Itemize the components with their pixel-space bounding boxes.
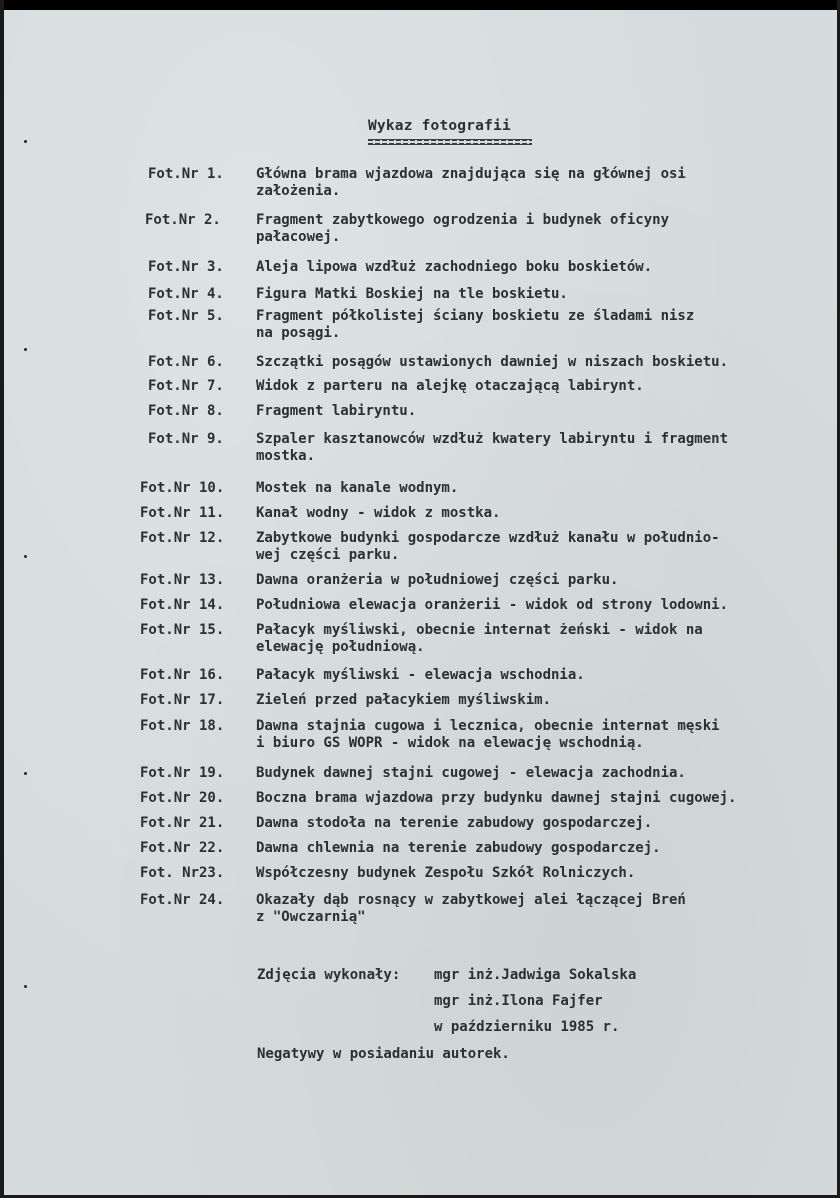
photo-number: Fot.Nr 9. bbox=[148, 431, 224, 447]
scan-edge-left bbox=[0, 0, 4, 1198]
description-line: Boczna brama wjazdowa przy budynku dawnej stajni cugowej. bbox=[256, 790, 737, 806]
photo-number: Fot. Nr23. bbox=[140, 865, 225, 881]
photo-number: Fot.Nr 14. bbox=[140, 597, 225, 613]
photo-description bbox=[256, 892, 686, 926]
description-line: Pałacyk myśliwski - elewacja wschodnia. bbox=[256, 667, 585, 683]
credits-author-1: mgr inż.Jadwiga Sokalska bbox=[434, 967, 637, 983]
credits-photos-label: Zdjęcia wykonały: bbox=[257, 967, 401, 983]
credits-negatives-note: Negatywy w posiadaniu autorek. bbox=[257, 1046, 510, 1062]
photo-description bbox=[256, 622, 703, 656]
scan-edge-top bbox=[0, 0, 840, 10]
photo-number: Fot.Nr 17. bbox=[140, 692, 225, 708]
description-line: Fragment zabytkowego ogrodzenia i budynek oficyny bbox=[256, 212, 670, 228]
photo-number: Fot.Nr 20. bbox=[140, 790, 225, 806]
photo-number: Fot.Nr 2. bbox=[145, 212, 221, 228]
photo-description bbox=[256, 403, 416, 420]
description-line: założenia. bbox=[256, 183, 341, 199]
photo-number: Fot.Nr 12. bbox=[140, 530, 225, 546]
punch-hole-mark bbox=[24, 348, 27, 351]
description-line: z "Owczarnią" bbox=[256, 909, 366, 925]
photo-number: Fot.Nr 1. bbox=[148, 166, 224, 182]
photo-description bbox=[256, 597, 728, 614]
description-line: Szpaler kasztanowców wzdłuż kwatery labiryntu i fragment bbox=[256, 431, 729, 447]
photo-description bbox=[256, 718, 720, 752]
description-line: Zieleń przed pałacykiem myśliwskim. bbox=[256, 692, 552, 708]
photo-number: Fot.Nr 6. bbox=[148, 354, 224, 370]
description-line: elewację południową. bbox=[256, 639, 425, 655]
photo-description bbox=[256, 378, 644, 395]
photo-description bbox=[256, 692, 551, 709]
photo-number: Fot.Nr 8. bbox=[148, 403, 224, 419]
description-line: Zabytkowe budynki gospodarcze wzdłuż kanału w południo- bbox=[256, 530, 720, 546]
photo-description bbox=[256, 354, 728, 371]
photo-number: Fot.Nr 13. bbox=[140, 572, 225, 588]
photo-number: Fot.Nr 18. bbox=[140, 718, 225, 734]
description-line: Aleja lipowa wzdłuż zachodniego boku boskietów. bbox=[256, 259, 653, 275]
photo-description bbox=[256, 840, 661, 857]
description-line: wej części parku. bbox=[256, 547, 400, 563]
punch-hole-mark bbox=[24, 772, 27, 775]
description-line: Dawna stodoła na terenie zabudowy gospodarczej. bbox=[256, 815, 653, 831]
photo-description bbox=[256, 286, 568, 303]
photo-number: Fot.Nr 10. bbox=[140, 480, 225, 496]
photo-description bbox=[256, 765, 686, 782]
punch-hole-mark bbox=[24, 140, 27, 143]
photo-description bbox=[256, 480, 458, 497]
photo-description bbox=[256, 259, 652, 276]
punch-hole-mark bbox=[24, 555, 27, 558]
description-line: Dawna stajnia cugowa i lecznica, obecnie internat męski bbox=[256, 718, 720, 734]
description-line: Szczątki posągów ustawionych dawniej w niszach boskietu. bbox=[256, 354, 729, 370]
description-line: Dawna chlewnia na terenie zabudowy gospodarczej. bbox=[256, 840, 661, 856]
photo-number: Fot.Nr 16. bbox=[140, 667, 225, 683]
description-line: Kanał wodny - widok z mostka. bbox=[256, 505, 501, 521]
photo-number: Fot.Nr 11. bbox=[140, 505, 225, 521]
photo-description bbox=[256, 667, 585, 684]
description-line: Okazały dąb rosnący w zabytkowej alei łączącej Breń bbox=[256, 892, 686, 908]
photo-number: Fot.Nr 19. bbox=[140, 765, 225, 781]
photo-number: Fot.Nr 15. bbox=[140, 622, 225, 638]
photo-description bbox=[256, 212, 669, 246]
description-line: Figura Matki Boskiej na tle boskietu. bbox=[256, 286, 568, 302]
photo-number: Fot.Nr 3. bbox=[148, 259, 224, 275]
photo-number: Fot.Nr 7. bbox=[148, 378, 224, 394]
title-underline bbox=[368, 139, 532, 145]
photo-number: Fot.Nr 24. bbox=[140, 892, 225, 908]
photo-description bbox=[256, 505, 500, 522]
photo-description bbox=[256, 790, 736, 807]
description-line: Budynek dawnej stajni cugowej - elewacja zachodnia. bbox=[256, 765, 686, 781]
description-line: Współczesny budynek Zespołu Szkół Rolniczych. bbox=[256, 865, 636, 881]
photo-description bbox=[256, 865, 635, 882]
description-line: Pałacyk myśliwski, obecnie internat żeński - widok na bbox=[256, 622, 703, 638]
photo-number: Fot.Nr 5. bbox=[148, 308, 224, 324]
description-line: Widok z parteru na alejkę otaczającą labirynt. bbox=[256, 378, 644, 394]
photo-description bbox=[256, 431, 728, 465]
description-line: pałacowej. bbox=[256, 229, 341, 245]
photo-number: Fot.Nr 21. bbox=[140, 815, 225, 831]
photo-description bbox=[256, 166, 686, 200]
description-line: Południowa elewacja oranżerii - widok od strony lodowni. bbox=[256, 597, 729, 613]
description-line: Fragment labiryntu. bbox=[256, 403, 417, 419]
photo-description bbox=[256, 572, 618, 589]
photo-description bbox=[256, 308, 694, 342]
description-line: i biuro GS WOPR - widok na elewację wschodnią. bbox=[256, 735, 644, 751]
credits-author-2: mgr inż.Ilona Fajfer bbox=[434, 993, 603, 1009]
credits-date: w październiku 1985 r. bbox=[434, 1019, 620, 1035]
description-line: na posągi. bbox=[256, 325, 341, 341]
photo-description bbox=[256, 815, 652, 832]
description-line: Mostek na kanale wodnym. bbox=[256, 480, 459, 496]
photo-number: Fot.Nr 22. bbox=[140, 840, 225, 856]
document-title: Wykaz fotografii bbox=[368, 118, 511, 134]
description-line: mostka. bbox=[256, 448, 316, 464]
description-line: Dawna oranżeria w południowej części parku. bbox=[256, 572, 619, 588]
photo-description bbox=[256, 530, 720, 564]
punch-hole-mark bbox=[24, 985, 27, 988]
description-line: Główna brama wjazdowa znajdująca się na głównej osi bbox=[256, 166, 686, 182]
photo-number: Fot.Nr 4. bbox=[148, 286, 224, 302]
description-line: Fragment półkolistej ściany boskietu ze śladami nisz bbox=[256, 308, 695, 324]
